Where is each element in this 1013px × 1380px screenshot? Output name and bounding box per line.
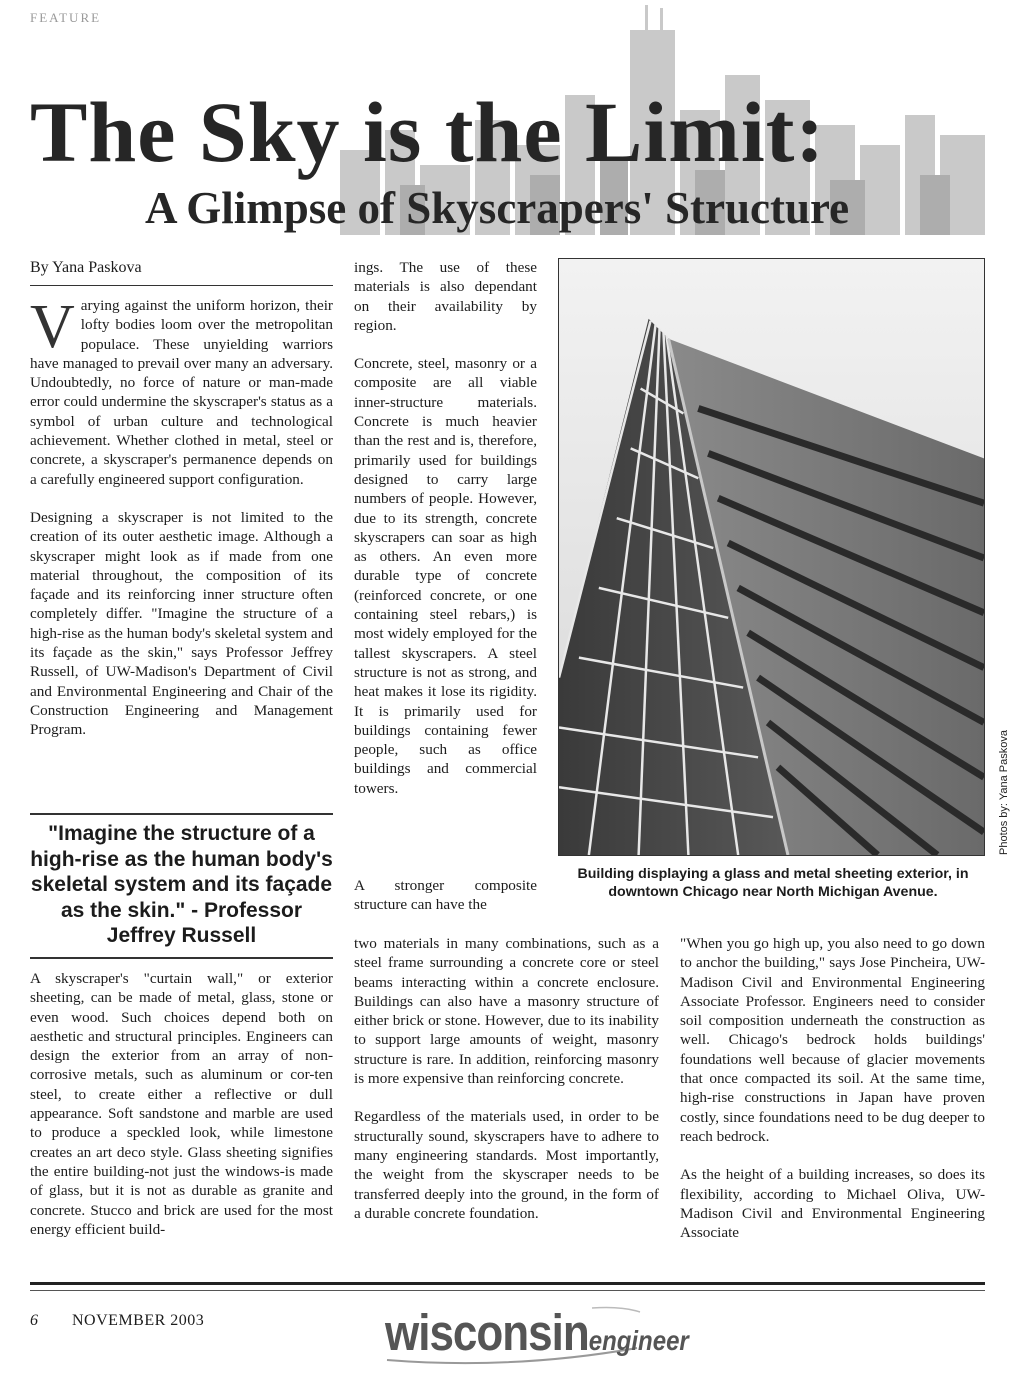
paragraph: A stronger composite structure can have the [354, 877, 537, 914]
column-3 [680, 934, 985, 1261]
masthead-sub: engineer [588, 1325, 689, 1357]
pull-quote: "Imagine the structure of a high-rise as the human body's skeletal system and its façade as the skin." - Professor Jeffrey Russell [30, 813, 333, 959]
paragraph: "When you go high up, you also need to go down to anchor the building," says Jose Pincheira, UW-Madison Civil and Environmental Engineering Associate Professor. Engineers need to consider soil composition underneath the construction as well. Chicago's bedrock holds buildings' foundations well because of glacier movements that once compacted its soil. At the same time, high-rise constructions in Japan have proven costly, since foundations need to be dug deeper to reach bedrock. [680, 935, 985, 1145]
column-2-top [354, 258, 537, 817]
paragraph: A skyscraper's "curtain wall," or exterior sheeting, can be made of metal, glass, stone or even wood. Such choices depend both on aesthetic and structural principles. Engineers can design the exterior from an array of non-corrosive metals, such as aluminum or cor-ten steel, to create either a reflective or dull appearance. Soft sandstone and marble are used to produce a speckled look, while limestone creates an art deco style. Glass sheeting signifies the entire building-not just the windows-is made of glass, but it is not as durable as granite and concrete. Stucco and brick are used for the most energy efficient build- [30, 970, 333, 1238]
paragraph: As the height of a building increases, so does its flexibility, according to Michael Oliva, UW-Madison Civil and Environmental Engineering Associate [680, 1166, 985, 1242]
drop-cap: V [30, 293, 75, 361]
page-number: 6 [30, 1312, 38, 1329]
footer-divider-thin [30, 1290, 985, 1291]
footer-divider [30, 1282, 985, 1285]
photo-caption: Building displaying a glass and metal sheeting exterior, in downtown Chicago near North Michigan Avenue. [577, 866, 969, 900]
section-label: FEATURE [30, 10, 102, 25]
masthead-logo [385, 1305, 689, 1363]
column-1-top [30, 293, 333, 759]
skyscraper-photo [558, 258, 985, 856]
column-1-bottom [30, 969, 333, 1258]
paragraph: ings. The use of these materials is also dependant on their availability by region. [354, 259, 537, 334]
paragraph: Regardless of the materials used, in order to be structurally sound, skyscrapers have to adhere to many engineering standards. Most importantly, the weight from the skyscraper needs to be transferred deeply into the ground, in the form of a durable concrete foundation. [354, 1108, 659, 1222]
byline: By Yana Paskova [30, 259, 333, 286]
column-2-bottom [354, 934, 659, 1242]
photo-credit: Photos by: Yana Paskova [998, 730, 1010, 855]
issue-date: NOVEMBER 2003 [72, 1312, 205, 1329]
column-2-middle [354, 876, 537, 934]
paragraph: Concrete, steel, masonry or a composite are all viable inner-structure materials. Concrete is much heavier than the rest and is, therefore, primarily used for buildings designed to carry large numbers of people. However, due to its strength, concrete skyscrapers can soar as high as others. An even more durable type of concrete (reinforced concrete, or one containing steel rebars,) is most widely employed for the tallest skyscrapers. A steel structure is not as strong, and heat makes it lose its rigidity. It is primarily used for buildings containing fewer people, such as office buildings and commercial towers. [354, 355, 537, 797]
paragraph: two materials in many combinations, such as a steel frame surrounding a concrete core or steel beams interacting within a concrete enclosure. Buildings can also have a masonry structure of either brick or stone. However, due to its inability to support large amounts of weight, masonry structure is rare. In addition, reinforcing masonry is more expensive than reinforcing concrete. [354, 935, 659, 1088]
subheadline: A Glimpse of Skyscrapers' Structure [145, 183, 850, 233]
masthead-main: wisconsin [385, 1305, 589, 1362]
paragraph: arying against the uniform horizon, their lofty bodies loom over the metropolitan populace. These unyielding warriors have managed to prevail over many an adversary. Undoubtedly, no force of nature or man-made error could undermine the skyscraper's status as a symbol of urban culture and technological achievement. Whether clothed in metal, steel or concrete, a skyscraper's permanence depends on a carefully engineered support configuration. [30, 297, 333, 488]
headline: The Sky is the Limit: [30, 84, 826, 180]
paragraph: Designing a skyscraper is not limited to the creation of its outer aesthetic image. Although a skyscraper might look as if made from one material throughout, the composition of its façade and its reinforcing inner structure often completely differ. "Imagine the structure of a high-rise as the human body's skeletal system and its façade as the skin," says Professor Jeffrey Russell, of UW-Madison's Department of Civil and Environmental Engineering and Chair of the Construction Engineering and Management Program. [30, 508, 333, 739]
